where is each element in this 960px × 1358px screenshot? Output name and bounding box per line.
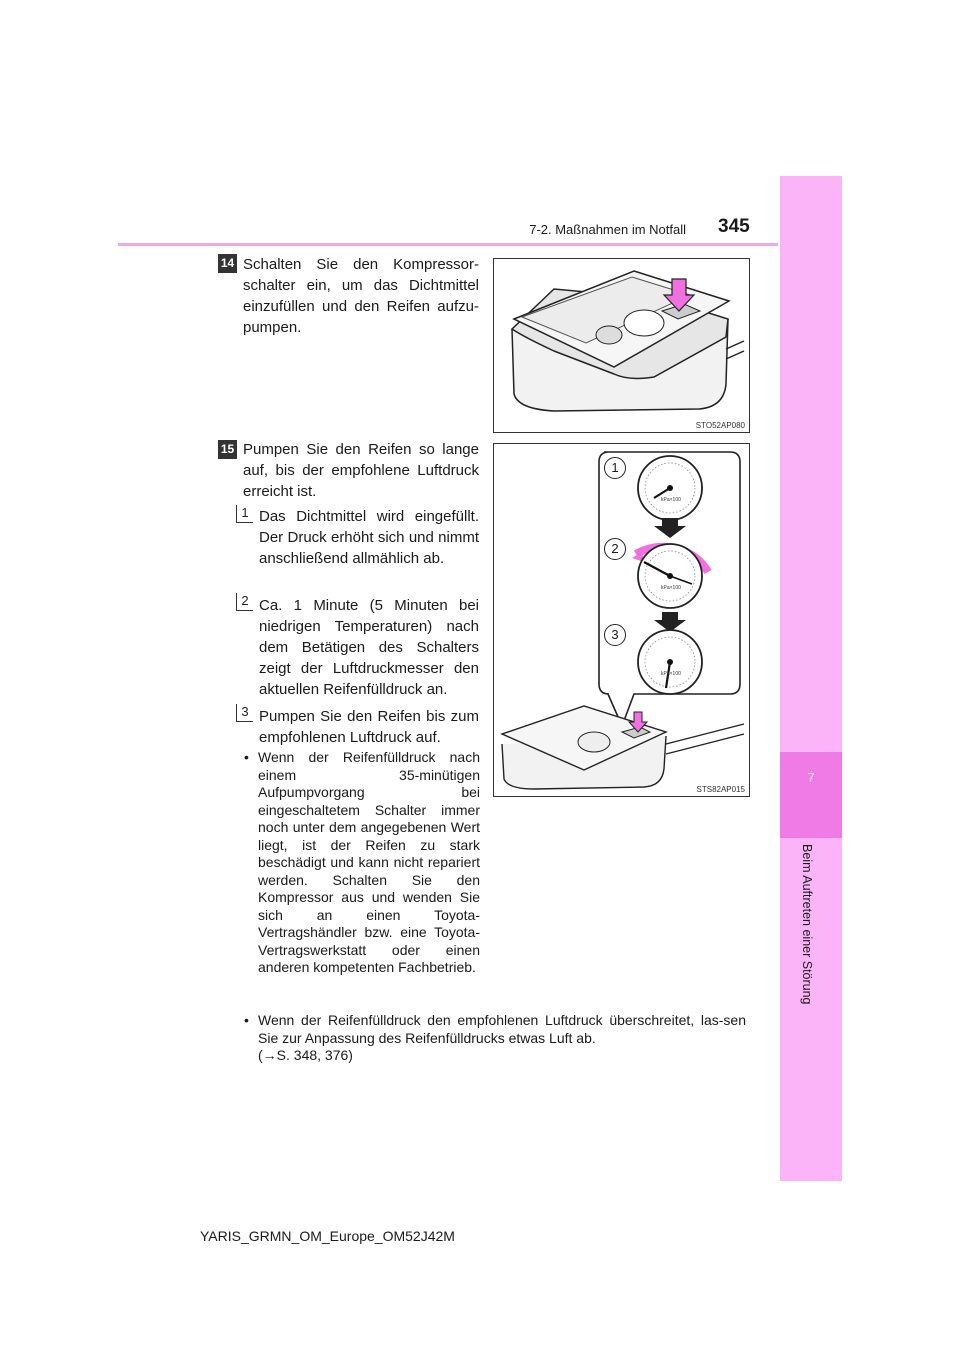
callout-2: 2 <box>604 538 626 560</box>
page-reference: (→S. 348, 376) <box>258 1047 353 1063</box>
step-badge-15: 15 <box>218 440 237 459</box>
step-badge-14: 14 <box>218 254 237 273</box>
substep-badge-1: 1 <box>236 505 253 523</box>
page-number: 345 <box>718 216 750 237</box>
figure-id: STS82AP015 <box>696 785 745 794</box>
gauge-unit-1: kPa×100 <box>661 497 681 503</box>
callout-1: 1 <box>604 457 626 479</box>
substep-3-text: Pumpen Sie den Reifen bis zum empfohlenen Luftdruck auf. <box>259 708 479 746</box>
compressor-bottom <box>502 706 744 789</box>
chapter-label: Beim Auftreten einer Störung <box>800 844 814 1005</box>
step-14-text: Schalten Sie den Kompressor-schalter ein, um das Dichtmittel einzufüllen und den Reifen aufzu-pumpen. <box>243 256 479 336</box>
document-id: YARIS_GRMN_OM_Europe_OM52J42M <box>200 1228 455 1244</box>
step-15-text: Pumpen Sie den Reifen so lange auf, bis der empfohlene Luftdruck erreicht ist. <box>243 441 479 500</box>
chapter-number: 7 <box>807 770 815 785</box>
gauge-1 <box>638 456 702 520</box>
substep-badge-3: 3 <box>236 704 253 722</box>
header-rule <box>118 243 778 246</box>
bullet-marker: • <box>244 1012 249 1028</box>
chapter-tab[interactable] <box>780 752 842 838</box>
substep-1-text: Das Dichtmittel wird eingefüllt. Der Druck erhöht sich und nimmt anschließend allmählich ab. <box>259 508 479 567</box>
figure-pressure-gauge-sequence <box>493 443 750 797</box>
gauge-unit-3: kPa×100 <box>661 671 681 677</box>
substep-2-text: Ca. 1 Minute (5 Minuten bei niedrigen Temperaturen) nach dem Betätigen des Schalters zeigt der Luftdruckmesser den aktuellen Reifenfülldruck an. <box>259 597 479 698</box>
figure-id: STO52AP080 <box>695 421 745 430</box>
callout-3: 3 <box>604 624 626 646</box>
gauge-sequence-illustration <box>494 444 749 796</box>
bullet-1-text: Wenn der Reifenfülldruck nach einem 35-minütigen Aufpumpvorgang bei eingeschaltetem Schalter immer noch unter dem angegebenen Wert liegt, ist der Reifen zu stark beschädigt und kann nicht repariert werden. Schalten Sie den Kompressor aus und wenden Sie sich an einen Toyota-Vertragshändler bzw. eine Toyota-Vertragswerkstatt oder einen anderen kompetenten Fachbetrieb. <box>258 749 480 975</box>
figure-compressor-switch <box>493 258 750 433</box>
gauge-3 <box>638 630 702 694</box>
bullet-2-text: Wenn der Reifenfülldruck den empfohlenen Luftdruck überschreitet, las-sen Sie zur Anpassung des Reifenfülldrucks etwas Luft ab. <box>258 1012 746 1046</box>
gauge-unit-2: kPa×100 <box>661 585 681 591</box>
substep-badge-2: 2 <box>236 593 253 611</box>
bullet-marker: • <box>244 749 249 765</box>
compressor-illustration <box>494 259 749 432</box>
section-title: 7-2. Maßnahmen im Notfall <box>529 222 686 237</box>
